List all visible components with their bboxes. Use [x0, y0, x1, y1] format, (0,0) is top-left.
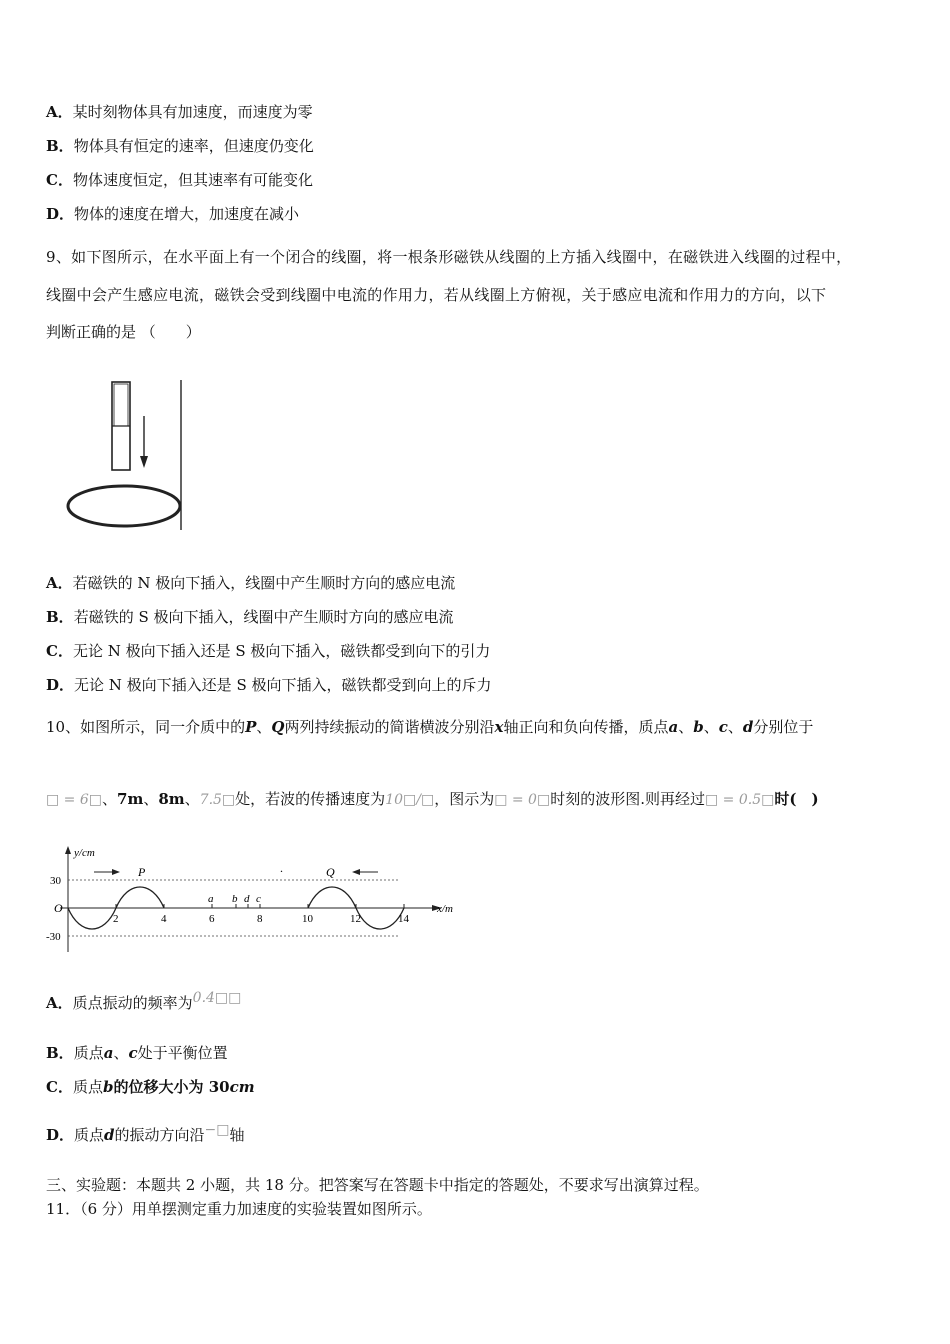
q10-option-b: B．质点a、c处于平衡位置 — [46, 1044, 228, 1062]
q9-stem-line3: 判断正确的是 （ ） — [46, 323, 201, 341]
xtick-8: 8 — [257, 913, 263, 925]
point-d-label: d — [244, 893, 250, 905]
point-c-label: c — [256, 893, 261, 905]
point-b-label: b — [232, 893, 238, 905]
y-axis-arrow-icon — [65, 846, 71, 854]
q10-option-c: C．质点b的位移大小为 30cm — [46, 1078, 255, 1096]
magnet-coil-figure — [60, 372, 200, 542]
q10-option-d: D．质点d的振动方向沿−□轴 — [46, 1122, 245, 1144]
q9-option-d: D．无论 N 极向下插入还是 S 极向下插入，磁铁都受到向上的斥力 — [46, 676, 492, 694]
wave-graph — [40, 840, 470, 958]
q10-option-a: A．质点振动的频率为0.4□□ — [46, 990, 242, 1012]
q9-stem-line2: 线圈中会产生感应电流，磁铁会受到线圈中电流的作用力，若从线圈上方俯视，关于感应电流和作用力的方向，以下 — [46, 286, 827, 304]
q9-option-a: A．若磁铁的 N 极向下插入，线圈中产生顺时方向的感应电流 — [46, 574, 456, 592]
point-q-label: Q — [326, 865, 335, 879]
stray-dot: . — [280, 861, 283, 875]
q8-option-c: C．物体速度恒定，但其速率有可能变化 — [46, 171, 313, 189]
ytick-neg30: -30 — [46, 931, 61, 943]
q9-option-c: C．无论 N 极向下插入还是 S 极向下插入，磁铁都受到向下的引力 — [46, 642, 491, 660]
arrow-right-icon — [112, 869, 120, 875]
q11-stem: 11．（6 分）用单摆测定重力加速度的实验装置如图所示。 — [46, 1200, 432, 1218]
point-p-label: P — [138, 865, 146, 879]
arrow-left-icon — [352, 869, 360, 875]
q8-option-b: B．物体具有恒定的速率，但速度仍变化 — [46, 137, 314, 155]
xtick-12: 12 — [350, 913, 361, 925]
q9-stem-line1: 9、如下图所示，在水平面上有一个闭合的线圈，将一根条形磁铁从线圈的上方插入线圈中，在磁铁进入线圈的过程中， — [46, 248, 852, 266]
down-arrow-icon — [140, 456, 148, 468]
q10-stem-line1: 10、如图所示，同一介质中的P、Q两列持续振动的简谐横波分别沿x轴正向和负向传播，质点a、b、c、d分别位于 — [46, 718, 814, 736]
q9-option-b: B．若磁铁的 S 极向下插入，线圈中产生顺时方向的感应电流 — [46, 608, 454, 626]
point-a-label: a — [208, 893, 214, 905]
q8-option-d: D．物体的速度在增大，加速度在减小 — [46, 205, 300, 223]
q8-option-a: A．某时刻物体具有加速度，而速度为零 — [46, 103, 313, 121]
xtick-2: 2 — [113, 913, 119, 925]
section-3-heading: 三、实验题：本题共 2 小题，共 18 分。把答案写在答题卡中指定的答题处，不要求写出演算过程。 — [46, 1176, 709, 1194]
xtick-10: 10 — [302, 913, 313, 925]
q10-stem-line2: □ = 6□、7m、8m、7.5□处，若波的传播速度为10□/□，图示为□ = 0□时刻的波形图.则再经过□ = 0.5□时( ) — [46, 790, 819, 808]
xtick-6: 6 — [209, 913, 215, 925]
ytick-30: 30 — [50, 875, 61, 887]
xtick-4: 4 — [161, 913, 167, 925]
y-axis-label: y/cm — [74, 847, 95, 859]
coil-loop — [68, 486, 180, 526]
xtick-14: 14 — [398, 913, 409, 925]
x-axis-label: x/m — [437, 903, 453, 915]
origin-label: O — [54, 901, 63, 915]
